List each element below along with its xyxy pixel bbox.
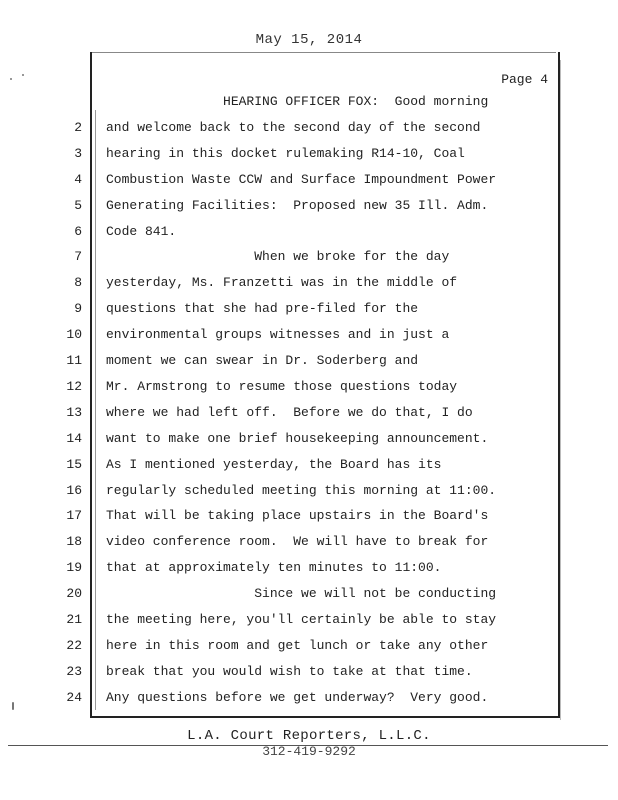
transcript-line xyxy=(0,198,618,218)
line-text: video conference room. We will have to break for xyxy=(106,534,489,550)
line-text: Combustion Waste CCW and Surface Impoundment Power xyxy=(106,171,497,187)
line-number: 17 xyxy=(66,508,82,524)
transcript-line xyxy=(0,586,618,606)
transcript-line xyxy=(0,457,618,477)
line-text: Code 841. xyxy=(106,223,177,239)
line-text: want to make one brief housekeeping announcement. xyxy=(106,430,489,446)
transcript-line xyxy=(0,172,618,192)
line-text: Generating Facilities: Proposed new 35 Ill. Adm. xyxy=(106,197,489,213)
scan-speck xyxy=(22,74,24,76)
line-number: 19 xyxy=(66,560,82,576)
transcript-line xyxy=(0,690,618,710)
line-text: that at approximately ten minutes to 11:00. xyxy=(106,560,442,576)
line-number: 3 xyxy=(74,145,82,161)
line-text: the meeting here, you'll certainly be able to stay xyxy=(106,612,497,627)
line-number: 12 xyxy=(66,378,82,394)
line-number: 22 xyxy=(66,637,82,653)
transcript-line xyxy=(0,534,618,554)
transcript-line xyxy=(0,483,618,503)
line-number: 16 xyxy=(66,482,82,498)
line-number: 13 xyxy=(66,404,82,420)
transcript-line xyxy=(0,560,618,580)
line-text: As I mentioned yesterday, the Board has its xyxy=(106,456,442,472)
line-number: 4 xyxy=(74,171,82,187)
transcript-line xyxy=(0,379,618,399)
footer-company: L.A. Court Reporters, L.L.C. xyxy=(187,728,431,744)
transcript-line xyxy=(0,224,618,244)
transcript-line xyxy=(0,94,618,114)
line-number: 11 xyxy=(66,353,82,368)
line-text: hearing in this docket rulemaking R14-10, Coal xyxy=(106,145,465,161)
scan-speck xyxy=(12,702,14,710)
transcript-line xyxy=(0,431,618,451)
transcript-line xyxy=(0,638,618,658)
transcript-line xyxy=(0,327,618,347)
transcript-line xyxy=(0,664,618,684)
line-number: 2 xyxy=(74,119,82,135)
line-number: 15 xyxy=(66,456,82,472)
line-text: When we broke for the day xyxy=(106,249,450,265)
line-number: 9 xyxy=(74,301,82,317)
line-number: 21 xyxy=(66,612,82,627)
line-text: questions that she had pre-filed for the xyxy=(106,301,419,317)
transcript-line xyxy=(0,508,618,528)
line-number: 6 xyxy=(74,223,82,239)
line-number: 23 xyxy=(66,663,82,679)
line-number: 8 xyxy=(74,275,82,291)
line-text: Since we will not be conducting xyxy=(106,586,497,602)
transcript-line xyxy=(0,146,618,166)
line-number: 7 xyxy=(74,249,82,265)
line-text: here in this room and get lunch or take any other xyxy=(106,637,489,653)
transcript-line xyxy=(0,353,618,373)
line-text: environmental groups witnesses and in just a xyxy=(106,327,450,343)
line-number: 14 xyxy=(66,430,82,446)
line-text: yesterday, Ms. Franzetti was in the middle of xyxy=(106,275,458,291)
line-number: 10 xyxy=(66,327,82,343)
line-text: regularly scheduled meeting this morning at 11:00. xyxy=(106,482,497,498)
scan-speck xyxy=(10,78,12,80)
line-text: Any questions before we get underway? Very good. xyxy=(106,689,489,705)
line-text: where we had left off. Before we do that, I do xyxy=(106,404,473,420)
transcript-line xyxy=(0,405,618,425)
line-text: That will be taking place upstairs in the Board's xyxy=(106,508,489,524)
line-number: 18 xyxy=(66,534,82,550)
line-number: 24 xyxy=(66,689,82,705)
line-text: moment we can swear in Dr. Soderberg and xyxy=(106,353,419,368)
line-number: 5 xyxy=(74,197,82,213)
line-text: break that you would wish to take at that time. xyxy=(106,663,473,679)
transcript-line xyxy=(0,275,618,295)
line-text: Mr. Armstrong to resume those questions today xyxy=(106,378,458,394)
transcript-line xyxy=(0,120,618,140)
line-text: and welcome back to the second day of the second xyxy=(106,119,481,135)
line-number: 20 xyxy=(66,586,82,602)
footer-phone: 312-419-9292 xyxy=(262,744,356,759)
transcript-line xyxy=(0,249,618,269)
transcript-line xyxy=(0,301,618,321)
transcript-line xyxy=(0,612,618,632)
transcript-date: May 15, 2014 xyxy=(255,32,363,48)
page-number: Page 4 xyxy=(501,72,548,87)
line-text: HEARING OFFICER FOX: Good morning xyxy=(106,94,489,109)
